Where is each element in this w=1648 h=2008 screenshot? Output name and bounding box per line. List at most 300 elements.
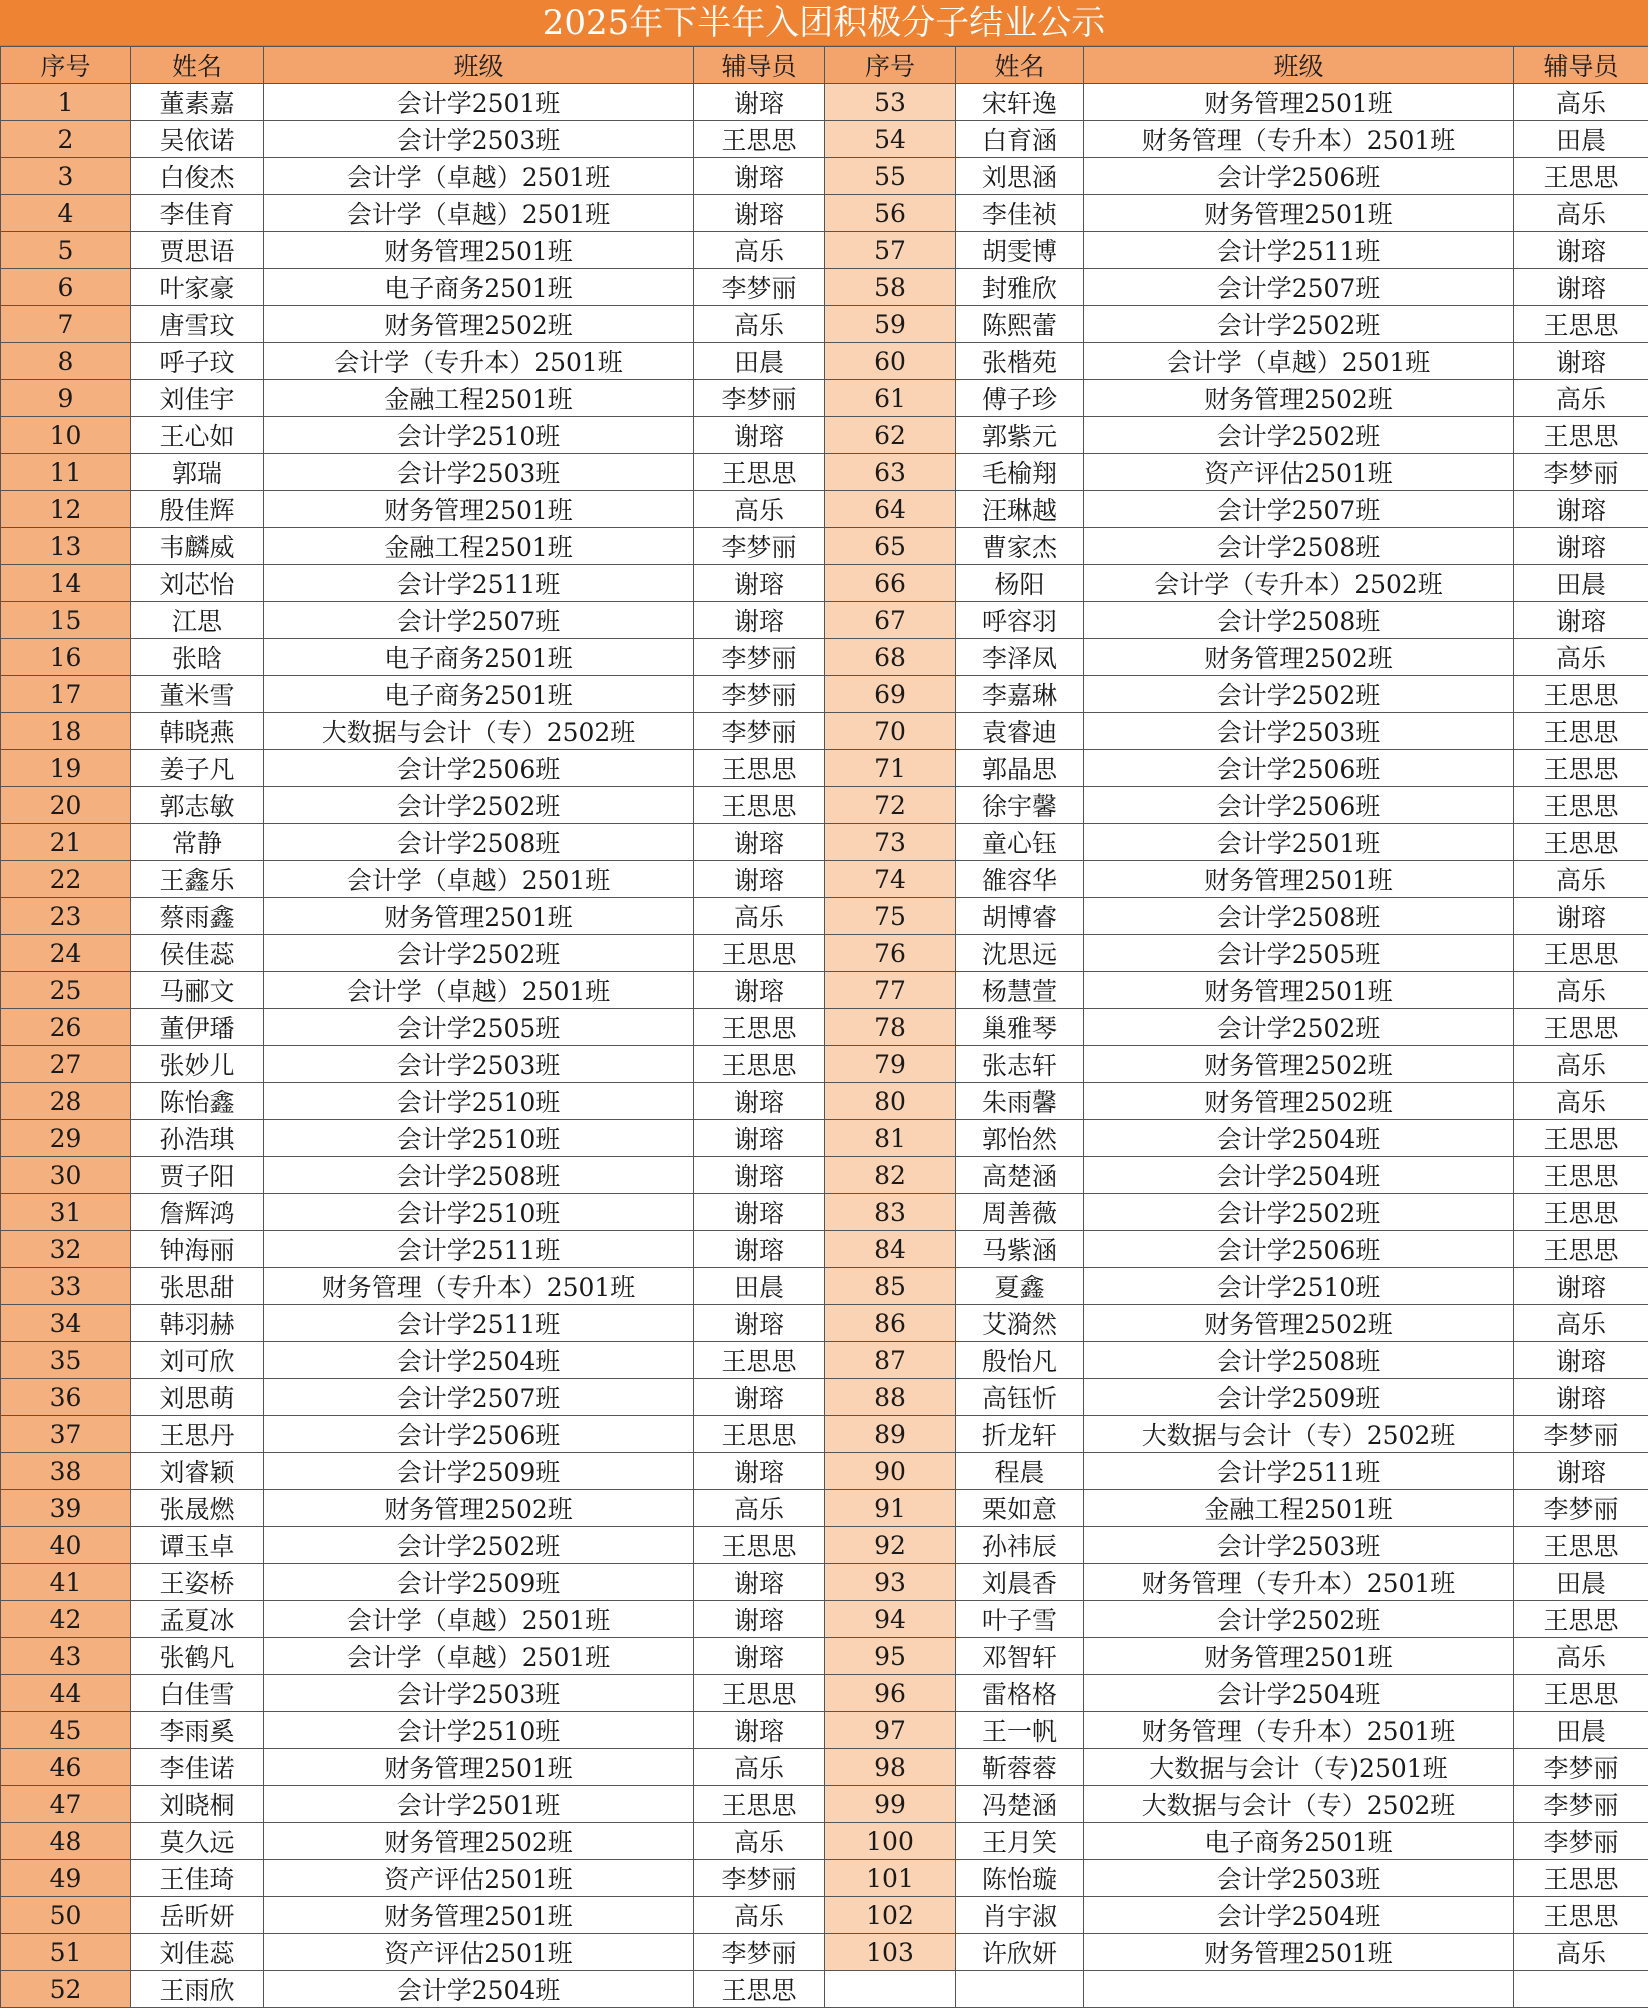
cell-name: 高楚涵 (956, 1157, 1084, 1194)
cell-class: 会计学（卓越）2501班 (1084, 343, 1514, 380)
cell-index: 97 (825, 1712, 956, 1749)
cell-index: 24 (1, 935, 131, 972)
cell-tutor: 王思思 (1514, 1527, 1648, 1564)
cell-class: 会计学2506班 (264, 1416, 694, 1453)
cell-class: 会计学2508班 (1084, 602, 1514, 639)
cell-index: 92 (825, 1527, 956, 1564)
cell-class: 会计学2511班 (264, 1231, 694, 1268)
cell-index: 101 (825, 1860, 956, 1897)
table-row (1, 1120, 1648, 1157)
cell-class: 会计学2507班 (1084, 269, 1514, 306)
cell-index: 75 (825, 898, 956, 935)
cell-tutor: 田晨 (1514, 1564, 1648, 1601)
cell-index: 77 (825, 972, 956, 1009)
cell-tutor: 谢瑢 (694, 1231, 825, 1268)
cell-index: 34 (1, 1305, 131, 1342)
cell-index: 17 (1, 676, 131, 713)
cell-tutor: 王思思 (1514, 1120, 1648, 1157)
cell-class: 大数据与会计（专）2502班 (264, 713, 694, 750)
cell-index: 41 (1, 1564, 131, 1601)
cell-tutor: 王思思 (1514, 306, 1648, 343)
cell-tutor: 高乐 (1514, 1934, 1648, 1971)
cell-name: 吴依诺 (131, 121, 264, 158)
cell-index: 81 (825, 1120, 956, 1157)
table-row (1, 861, 1648, 898)
cell-tutor: 王思思 (1514, 750, 1648, 787)
cell-class: 会计学2511班 (1084, 1453, 1514, 1490)
cell-class: 大数据与会计（专）2502班 (1084, 1786, 1514, 1823)
cell-name: 封雅欣 (956, 269, 1084, 306)
cell-index: 1 (1, 84, 131, 121)
cell-name: 刘晨香 (956, 1564, 1084, 1601)
cell-tutor: 王思思 (694, 787, 825, 824)
cell-class: 金融工程2501班 (264, 380, 694, 417)
cell-tutor: 谢瑢 (694, 1712, 825, 1749)
cell-tutor: 李梦丽 (1514, 454, 1648, 491)
cell-tutor: 王思思 (694, 1009, 825, 1046)
cell-name: 靳蓉蓉 (956, 1749, 1084, 1786)
cell-tutor: 李梦丽 (1514, 1786, 1648, 1823)
cell-class: 资产评估2501班 (264, 1860, 694, 1897)
cell-class: 会计学2504班 (264, 1971, 694, 2008)
cell-name: 郭晶思 (956, 750, 1084, 787)
cell-name: 邓智轩 (956, 1638, 1084, 1675)
cell-tutor: 高乐 (694, 232, 825, 269)
cell-tutor: 高乐 (694, 306, 825, 343)
cell-tutor: 王思思 (694, 454, 825, 491)
cell-tutor: 李梦丽 (694, 713, 825, 750)
cell-name: 周善薇 (956, 1194, 1084, 1231)
table-row (1, 454, 1648, 491)
cell-index: 78 (825, 1009, 956, 1046)
cell-class: 财务管理（专升本）2501班 (1084, 1564, 1514, 1601)
cell-name: 张妙儿 (131, 1046, 264, 1083)
cell-tutor: 谢瑢 (694, 1157, 825, 1194)
cell-tutor: 谢瑢 (694, 195, 825, 232)
cell-tutor: 田晨 (694, 343, 825, 380)
cell-name: 莫久远 (131, 1823, 264, 1860)
cell-class: 会计学2502班 (1084, 676, 1514, 713)
cell-class: 电子商务2501班 (264, 269, 694, 306)
cell-class: 财务管理2502班 (1084, 1305, 1514, 1342)
cell-class: 会计学2503班 (264, 1675, 694, 1712)
cell-index: 99 (825, 1786, 956, 1823)
cell-index: 94 (825, 1601, 956, 1638)
cell-tutor: 谢瑢 (1514, 1379, 1648, 1416)
cell-class: 会计学2504班 (1084, 1120, 1514, 1157)
cell-name: 汪琳越 (956, 491, 1084, 528)
cell-name: 陈怡鑫 (131, 1083, 264, 1120)
cell-tutor: 高乐 (1514, 639, 1648, 676)
cell-tutor: 高乐 (694, 898, 825, 935)
cell-index: 47 (1, 1786, 131, 1823)
cell-name: 王一帆 (956, 1712, 1084, 1749)
cell-tutor: 李梦丽 (1514, 1416, 1648, 1453)
cell-tutor: 王思思 (1514, 158, 1648, 195)
cell-tutor: 王思思 (1514, 1157, 1648, 1194)
cell-index: 79 (825, 1046, 956, 1083)
table-row (1, 232, 1648, 269)
cell-index: 96 (825, 1675, 956, 1712)
cell-class: 会计学2504班 (264, 1342, 694, 1379)
cell-index: 59 (825, 306, 956, 343)
cell-index: 82 (825, 1157, 956, 1194)
cell-class: 会计学2510班 (264, 1712, 694, 1749)
table-row (1, 491, 1648, 528)
cell-tutor: 高乐 (694, 1823, 825, 1860)
cell-index: 54 (825, 121, 956, 158)
cell-index: 67 (825, 602, 956, 639)
cell-name: 冯楚涵 (956, 1786, 1084, 1823)
cell-class: 会计学2503班 (264, 121, 694, 158)
cell-index: 12 (1, 491, 131, 528)
cell-name: 刘晓桐 (131, 1786, 264, 1823)
cell-index: 102 (825, 1897, 956, 1934)
table-row (1, 1453, 1648, 1490)
cell-tutor: 王思思 (694, 750, 825, 787)
cell-name: 沈思远 (956, 935, 1084, 972)
table-row (1, 1786, 1648, 1823)
table-row (1, 898, 1648, 935)
table-row (1, 343, 1648, 380)
cell-tutor: 谢瑢 (694, 972, 825, 1009)
table-row (1, 1712, 1648, 1749)
cell-tutor: 王思思 (1514, 935, 1648, 972)
cell-name: 刘思涵 (956, 158, 1084, 195)
cell-index: 48 (1, 1823, 131, 1860)
cell-class: 会计学2501班 (264, 84, 694, 121)
cell-index: 26 (1, 1009, 131, 1046)
cell-tutor: 谢瑢 (694, 602, 825, 639)
header-tutor: 辅导员 (1514, 47, 1648, 84)
cell-tutor: 李梦丽 (1514, 1749, 1648, 1786)
cell-index: 61 (825, 380, 956, 417)
cell-index: 36 (1, 1379, 131, 1416)
cell-class: 财务管理2501班 (1084, 861, 1514, 898)
cell-class: 大数据与会计（专)2501班 (1084, 1749, 1514, 1786)
cell-tutor: 高乐 (1514, 972, 1648, 1009)
cell-tutor: 田晨 (1514, 1712, 1648, 1749)
cell-name: 程晨 (956, 1453, 1084, 1490)
cell-tutor: 高乐 (1514, 1638, 1648, 1675)
cell-name: 刘佳蕊 (131, 1934, 264, 1971)
cell-tutor: 李梦丽 (694, 676, 825, 713)
cell-name: 张晟燃 (131, 1490, 264, 1527)
cell-index: 58 (825, 269, 956, 306)
cell-index: 5 (1, 232, 131, 269)
table-row (1, 1342, 1648, 1379)
cell-tutor (1514, 1971, 1648, 2008)
cell-class: 财务管理2501班 (264, 898, 694, 935)
cell-class: 会计学2502班 (264, 935, 694, 972)
cell-name: 王姿桥 (131, 1564, 264, 1601)
cell-name: 栗如意 (956, 1490, 1084, 1527)
cell-name: 马紫涵 (956, 1231, 1084, 1268)
table-row (1, 1675, 1648, 1712)
cell-class: 会计学2509班 (1084, 1379, 1514, 1416)
cell-name: 钟海丽 (131, 1231, 264, 1268)
cell-class: 财务管理2501班 (264, 491, 694, 528)
cell-index: 9 (1, 380, 131, 417)
cell-class: 财务管理（专升本）2501班 (264, 1268, 694, 1305)
sheet-title: 2025年下半年入团积极分子结业公示 (0, 0, 1648, 46)
cell-tutor: 高乐 (1514, 861, 1648, 898)
cell-class: 会计学2511班 (1084, 232, 1514, 269)
cell-index: 91 (825, 1490, 956, 1527)
cell-name: 许欣妍 (956, 1934, 1084, 1971)
cell-tutor: 谢瑢 (1514, 602, 1648, 639)
table-row (1, 1305, 1648, 1342)
cell-index: 38 (1, 1453, 131, 1490)
cell-name: 白俊杰 (131, 158, 264, 195)
cell-class: 会计学（卓越）2501班 (264, 1638, 694, 1675)
cell-name: 巢雅琴 (956, 1009, 1084, 1046)
cell-class: 财务管理2501班 (264, 1897, 694, 1934)
cell-index: 23 (1, 898, 131, 935)
cell-tutor: 王思思 (694, 935, 825, 972)
cell-index: 56 (825, 195, 956, 232)
cell-class: 财务管理2501班 (264, 232, 694, 269)
cell-name: 李嘉琳 (956, 676, 1084, 713)
cell-tutor: 高乐 (1514, 1046, 1648, 1083)
header-name: 姓名 (131, 47, 264, 84)
table-row (1, 1416, 1648, 1453)
cell-name: 雒容华 (956, 861, 1084, 898)
cell-name: 孟夏冰 (131, 1601, 264, 1638)
cell-index: 86 (825, 1305, 956, 1342)
cell-name: 唐雪玟 (131, 306, 264, 343)
table-row (1, 269, 1648, 306)
cell-class: 会计学2510班 (264, 417, 694, 454)
cell-tutor: 王思思 (694, 1971, 825, 2008)
cell-name: 李佳祯 (956, 195, 1084, 232)
cell-index: 73 (825, 824, 956, 861)
cell-name: 张志轩 (956, 1046, 1084, 1083)
table-row (1, 380, 1648, 417)
cell-index: 50 (1, 1897, 131, 1934)
cell-tutor: 李梦丽 (694, 528, 825, 565)
cell-tutor: 李梦丽 (694, 1860, 825, 1897)
cell-class: 电子商务2501班 (264, 639, 694, 676)
cell-index: 66 (825, 565, 956, 602)
table-row (1, 972, 1648, 1009)
table-row (1, 121, 1648, 158)
cell-index: 89 (825, 1416, 956, 1453)
cell-class: 财务管理2502班 (1084, 1046, 1514, 1083)
cell-class: 会计学2506班 (1084, 787, 1514, 824)
cell-class: 财务管理2502班 (264, 1490, 694, 1527)
cell-name: 王思丹 (131, 1416, 264, 1453)
cell-name: 宋轩逸 (956, 84, 1084, 121)
cell-index: 49 (1, 1860, 131, 1897)
cell-tutor: 李梦丽 (694, 269, 825, 306)
cell-index: 83 (825, 1194, 956, 1231)
cell-tutor: 王思思 (694, 1675, 825, 1712)
cell-tutor: 高乐 (1514, 195, 1648, 232)
cell-index: 40 (1, 1527, 131, 1564)
table-row (1, 750, 1648, 787)
cell-index: 16 (1, 639, 131, 676)
table-row (1, 1638, 1648, 1675)
cell-class: 会计学2502班 (264, 787, 694, 824)
cell-name: 王心如 (131, 417, 264, 454)
cell-index: 15 (1, 602, 131, 639)
cell-class: 会计学2502班 (1084, 306, 1514, 343)
cell-index: 68 (825, 639, 956, 676)
cell-index: 25 (1, 972, 131, 1009)
cell-class: 会计学2510班 (1084, 1268, 1514, 1305)
cell-name: 侯佳蕊 (131, 935, 264, 972)
cell-name: 白佳雪 (131, 1675, 264, 1712)
cell-class: 会计学2505班 (1084, 935, 1514, 972)
cell-index: 39 (1, 1490, 131, 1527)
cell-index: 19 (1, 750, 131, 787)
cell-tutor: 谢瑢 (1514, 343, 1648, 380)
cell-name: 贾思语 (131, 232, 264, 269)
cell-name: 袁睿迪 (956, 713, 1084, 750)
cell-name: 董伊璠 (131, 1009, 264, 1046)
cell-index: 6 (1, 269, 131, 306)
cell-name: 胡博睿 (956, 898, 1084, 935)
cell-tutor: 谢瑢 (1514, 491, 1648, 528)
cell-name: 叶家豪 (131, 269, 264, 306)
cell-index: 74 (825, 861, 956, 898)
cell-name: 李佳育 (131, 195, 264, 232)
cell-index: 85 (825, 1268, 956, 1305)
cell-class: 会计学2504班 (1084, 1897, 1514, 1934)
cell-class: 会计学2509班 (264, 1453, 694, 1490)
cell-index: 60 (825, 343, 956, 380)
cell-tutor: 王思思 (1514, 1231, 1648, 1268)
cell-tutor: 谢瑢 (694, 565, 825, 602)
cell-tutor: 谢瑢 (694, 1638, 825, 1675)
cell-tutor: 王思思 (694, 1046, 825, 1083)
table-row (1, 1268, 1648, 1305)
cell-class: 会计学2508班 (264, 824, 694, 861)
cell-index: 30 (1, 1157, 131, 1194)
table-row (1, 1379, 1648, 1416)
cell-tutor: 谢瑢 (694, 1305, 825, 1342)
cell-index: 46 (1, 1749, 131, 1786)
header-row (1, 47, 1648, 84)
cell-tutor: 高乐 (694, 1749, 825, 1786)
cell-class: 财务管理2502班 (1084, 639, 1514, 676)
cell-name: 毛榆翔 (956, 454, 1084, 491)
cell-index: 95 (825, 1638, 956, 1675)
cell-name: 岳昕妍 (131, 1897, 264, 1934)
cell-tutor: 高乐 (1514, 1083, 1648, 1120)
cell-tutor: 王思思 (1514, 1897, 1648, 1934)
cell-tutor: 谢瑢 (1514, 1453, 1648, 1490)
cell-tutor: 谢瑢 (694, 417, 825, 454)
cell-class: 会计学2511班 (264, 565, 694, 602)
cell-class: 会计学2501班 (264, 1786, 694, 1823)
table-row (1, 1823, 1648, 1860)
cell-class: 会计学2506班 (1084, 1231, 1514, 1268)
cell-name: 陈熙蕾 (956, 306, 1084, 343)
cell-tutor: 王思思 (1514, 787, 1648, 824)
cell-tutor: 王思思 (694, 1527, 825, 1564)
cell-tutor: 谢瑢 (694, 1601, 825, 1638)
cell-tutor: 谢瑢 (694, 158, 825, 195)
cell-name: 徐宇馨 (956, 787, 1084, 824)
cell-class: 会计学2503班 (1084, 1860, 1514, 1897)
cell-name: 韦麟威 (131, 528, 264, 565)
cell-class: 会计学2510班 (264, 1083, 694, 1120)
cell-name: 郭怡然 (956, 1120, 1084, 1157)
cell-name: 蔡雨鑫 (131, 898, 264, 935)
cell-tutor: 田晨 (1514, 121, 1648, 158)
table-row (1, 528, 1648, 565)
cell-class: 会计学2503班 (264, 454, 694, 491)
cell-class: 会计学2510班 (264, 1194, 694, 1231)
cell-class: 会计学2508班 (264, 1157, 694, 1194)
cell-index: 11 (1, 454, 131, 491)
cell-tutor: 谢瑢 (694, 1564, 825, 1601)
header-index: 序号 (1, 47, 131, 84)
cell-name: 雷格格 (956, 1675, 1084, 1712)
cell-class: 会计学（卓越）2501班 (264, 195, 694, 232)
cell-name: 孙祎辰 (956, 1527, 1084, 1564)
table-row (1, 824, 1648, 861)
cell-index: 71 (825, 750, 956, 787)
cell-index: 103 (825, 1934, 956, 1971)
cell-name: 折龙轩 (956, 1416, 1084, 1453)
cell-class: 会计学2502班 (1084, 1009, 1514, 1046)
cell-name: 郭紫元 (956, 417, 1084, 454)
cell-name: 肖宇淑 (956, 1897, 1084, 1934)
cell-name: 江思 (131, 602, 264, 639)
table-row (1, 1934, 1648, 1971)
table-row (1, 1971, 1648, 2008)
table-row (1, 1527, 1648, 1564)
cell-name: 刘可欣 (131, 1342, 264, 1379)
cell-class: 会计学2502班 (1084, 417, 1514, 454)
cell-class: 会计学2505班 (264, 1009, 694, 1046)
cell-class: 财务管理2502班 (1084, 1083, 1514, 1120)
cell-name: 张思甜 (131, 1268, 264, 1305)
cell-index: 69 (825, 676, 956, 713)
cell-class: 会计学2502班 (1084, 1194, 1514, 1231)
table-body (1, 84, 1648, 2008)
cell-index: 93 (825, 1564, 956, 1601)
cell-index: 32 (1, 1231, 131, 1268)
cell-class: 会计学2510班 (264, 1120, 694, 1157)
cell-index: 64 (825, 491, 956, 528)
cell-name: 刘睿颖 (131, 1453, 264, 1490)
cell-index: 62 (825, 417, 956, 454)
cell-class (1084, 1971, 1514, 2008)
cell-name: 殷佳辉 (131, 491, 264, 528)
cell-class: 会计学（卓越）2501班 (264, 972, 694, 1009)
cell-index: 10 (1, 417, 131, 454)
cell-index: 63 (825, 454, 956, 491)
cell-class: 会计学2503班 (1084, 713, 1514, 750)
cell-name: 董米雪 (131, 676, 264, 713)
cell-name: 孙浩琪 (131, 1120, 264, 1157)
cell-name: 韩羽赫 (131, 1305, 264, 1342)
cell-index: 51 (1, 1934, 131, 1971)
cell-index: 20 (1, 787, 131, 824)
cell-index: 29 (1, 1120, 131, 1157)
cell-name: 董素嘉 (131, 84, 264, 121)
cell-tutor: 谢瑢 (694, 1453, 825, 1490)
cell-name (956, 1971, 1084, 2008)
cell-index: 72 (825, 787, 956, 824)
cell-index: 21 (1, 824, 131, 861)
cell-index: 84 (825, 1231, 956, 1268)
cell-class: 会计学（卓越）2501班 (264, 1601, 694, 1638)
